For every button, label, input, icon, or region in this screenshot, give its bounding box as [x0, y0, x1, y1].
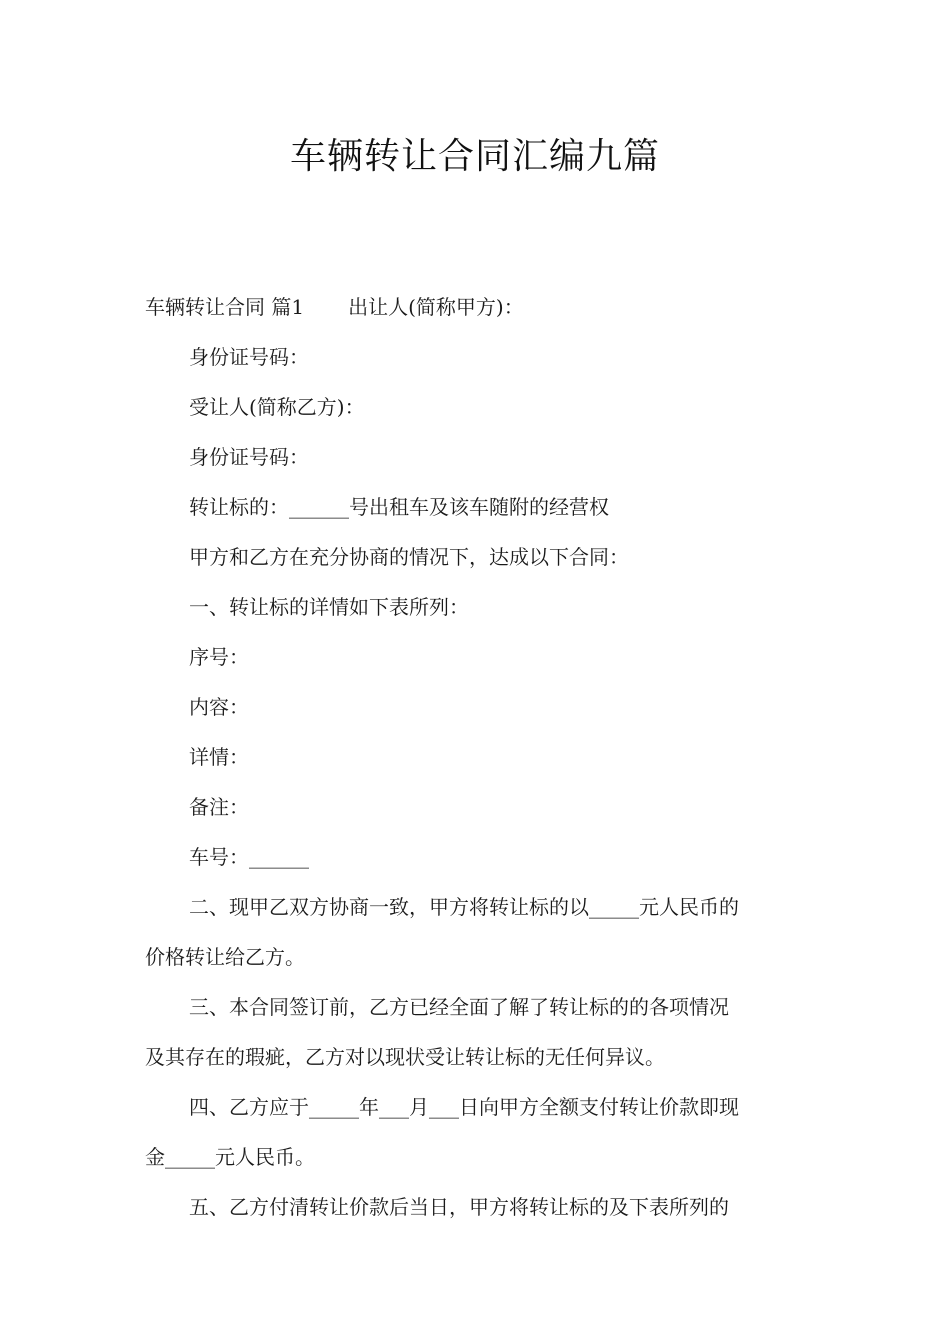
transferor-id-line: 身份证号码： — [189, 345, 309, 369]
remarks-line: 备注： — [189, 795, 249, 819]
transfer-subject-line: 转让标的：______号出租车及该车随附的经营权 — [189, 495, 609, 519]
vehicle-number-line: 车号：______ — [189, 845, 309, 869]
contract-body — [145, 282, 810, 1232]
document-title: 车辆转让合同汇编九篇 — [289, 136, 660, 177]
clause-2-first-line: 二、现甲乙双方协商一致，甲方将转让标的以_____元人民币的 — [189, 895, 739, 919]
clause-5-first-line: 五、乙方付清转让价款后当日，甲方将转让标的及下表所列的 — [189, 1195, 729, 1219]
transferee-id-line: 身份证号码： — [189, 445, 309, 469]
clause-2-continuation: 价格转让给乙方。 — [145, 945, 305, 969]
content-line: 内容： — [189, 695, 249, 719]
transferor-label: 出让人(简称甲方)： — [348, 295, 524, 319]
clause-4-continuation: 金_____元人民币。 — [145, 1145, 315, 1169]
details-line: 详情： — [189, 745, 249, 769]
section-heading: 车辆转让合同 篇1 — [145, 295, 305, 319]
clause-1-line: 一、转让标的详情如下表所列： — [189, 595, 469, 619]
clause-3-continuation: 及其存在的瑕疵，乙方对以现状受让转让标的无任何异议。 — [145, 1045, 665, 1069]
agreement-intro-line: 甲方和乙方在充分协商的情况下，达成以下合同： — [189, 545, 629, 569]
serial-number-line: 序号： — [189, 645, 249, 669]
clause-3-first-line: 三、本合同签订前，乙方已经全面了解了转让标的的各项情况 — [189, 995, 729, 1019]
contract-heading-line — [145, 282, 810, 332]
clause-4-first-line: 四、乙方应于_____年___月___日向甲方全额支付转让价款即现 — [189, 1095, 739, 1119]
transferee-line: 受让人(简称乙方)： — [189, 395, 365, 419]
